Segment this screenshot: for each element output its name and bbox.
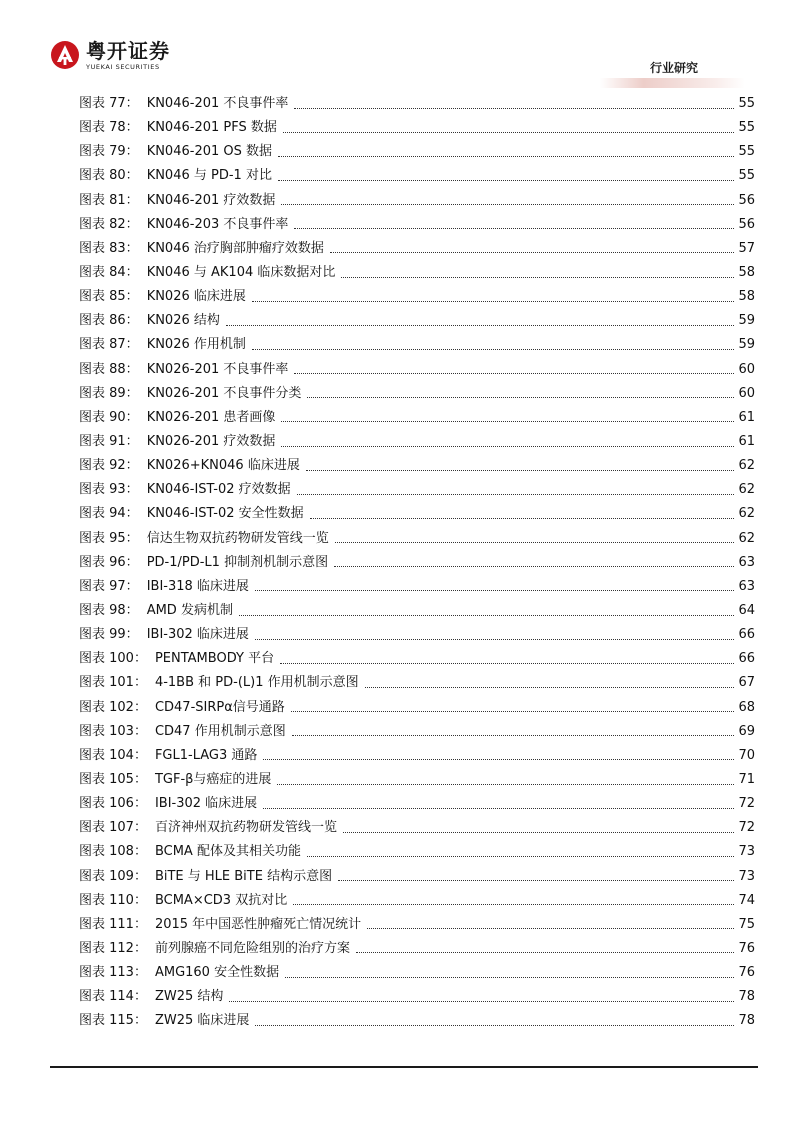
toc-entry-title: KN026 作用机制 <box>146 337 246 353</box>
figure-table-of-contents <box>79 92 755 1033</box>
toc-entry-leader <box>252 301 735 302</box>
toc-entry-page: 76 <box>738 965 755 981</box>
toc-entry-leader <box>239 615 735 616</box>
toc-entry-page: 55 <box>738 144 755 160</box>
toc-entry-page: 72 <box>738 796 755 812</box>
toc-entry-label: 图表 105： <box>79 772 147 787</box>
toc-entry-page: 78 <box>738 989 755 1005</box>
toc-entry-label: 图表 111： <box>79 916 147 932</box>
toc-entry-leader <box>341 277 734 278</box>
toc-entry-title: ZW25 临床进展 <box>154 1013 250 1029</box>
toc-entry-title: BCMA 配体及其相关功能 <box>154 844 301 860</box>
brand-mark-icon <box>50 40 80 70</box>
toc-entry-title: 信达生物双抗药物研发管线一览 <box>146 530 329 546</box>
toc-entry-leader <box>255 639 735 640</box>
toc-entry[interactable] <box>79 237 755 261</box>
toc-entry-label: 图表 79： <box>79 144 139 160</box>
toc-entry-leader <box>283 132 735 133</box>
toc-entry-page: 69 <box>738 723 755 739</box>
toc-entry-label: 图表 80： <box>79 168 139 184</box>
toc-entry-title: KN046-IST-02 疗效数据 <box>146 482 291 498</box>
toc-entry-page: 66 <box>738 627 755 643</box>
toc-entry-leader <box>285 977 734 978</box>
toc-entry-title: IBI-302 临床进展 <box>146 627 249 643</box>
toc-entry-label: 图表 109： <box>79 868 147 884</box>
toc-entry[interactable] <box>79 961 755 985</box>
toc-entry-page: 63 <box>738 554 755 570</box>
toc-entry-page: 60 <box>738 385 755 401</box>
toc-entry[interactable] <box>79 889 755 913</box>
toc-entry[interactable] <box>79 189 755 213</box>
toc-entry-leader <box>294 373 734 374</box>
toc-entry-label: 图表 104： <box>79 747 147 763</box>
toc-entry-leader <box>280 663 734 664</box>
toc-entry-title: CD47-SIRPα信号通路 <box>154 699 285 715</box>
toc-entry-label: 图表 115： <box>79 1013 147 1029</box>
toc-entry-page: 70 <box>738 747 755 763</box>
toc-entry-label: 图表 94： <box>79 506 139 522</box>
brand-logo <box>50 40 200 76</box>
toc-entry-title: KN026+KN046 临床进展 <box>146 458 300 474</box>
toc-entry-label: 图表 112： <box>79 940 147 956</box>
toc-entry-label: 图表 87： <box>79 337 139 353</box>
toc-entry-title: AMD 发病机制 <box>146 603 233 619</box>
toc-entry-title: KN046 治疗胸部肿瘤疗效数据 <box>146 240 324 256</box>
header-divider <box>600 78 745 88</box>
toc-entry-page: 59 <box>738 337 755 353</box>
toc-entry-label: 图表 78： <box>79 120 139 136</box>
toc-entry-leader <box>293 904 734 905</box>
toc-entry-label: 图表 102： <box>79 699 147 715</box>
toc-entry-page: 72 <box>738 820 755 836</box>
toc-entry-label: 图表 107： <box>79 820 147 836</box>
toc-entry-page: 63 <box>738 578 755 594</box>
toc-entry-page: 74 <box>738 892 755 908</box>
toc-entry-label: 图表 95： <box>79 530 139 546</box>
toc-entry[interactable] <box>79 840 755 864</box>
toc-entry[interactable] <box>79 599 755 623</box>
toc-entry[interactable] <box>79 92 755 116</box>
toc-entry-leader <box>229 1001 734 1002</box>
toc-entry-label: 图表 108： <box>79 844 147 860</box>
toc-entry-label: 图表 99： <box>79 627 139 643</box>
toc-entry[interactable] <box>79 647 755 671</box>
toc-entry-title: KN046-201 不良事件率 <box>146 96 289 112</box>
toc-entry-leader <box>334 566 734 567</box>
toc-entry-label: 图表 114： <box>79 989 147 1005</box>
toc-entry-title: TGF-β与癌症的进展 <box>154 772 272 787</box>
toc-entry[interactable] <box>79 575 755 599</box>
toc-entry-label: 图表 91： <box>79 434 139 450</box>
toc-entry[interactable] <box>79 430 755 454</box>
toc-entry-page: 55 <box>738 168 755 184</box>
toc-entry[interactable] <box>79 285 755 309</box>
toc-entry[interactable] <box>79 213 755 237</box>
toc-entry-page: 62 <box>738 506 755 522</box>
toc-entry-page: 64 <box>738 603 755 619</box>
toc-entry-label: 图表 86： <box>79 313 139 329</box>
toc-entry-label: 图表 110： <box>79 892 147 908</box>
toc-entry-page: 62 <box>738 530 755 546</box>
toc-entry[interactable] <box>79 164 755 188</box>
toc-entry-title: KN026 结构 <box>146 313 220 329</box>
toc-entry-title: FGL1-LAG3 通路 <box>154 747 258 763</box>
toc-entry-label: 图表 77： <box>79 96 139 112</box>
toc-entry-title: KN046-201 PFS 数据 <box>146 120 277 136</box>
toc-entry[interactable] <box>79 937 755 961</box>
toc-entry-title: PD-1/PD-L1 抑制剂机制示意图 <box>146 554 329 570</box>
toc-entry[interactable] <box>79 261 755 285</box>
toc-entry[interactable] <box>79 454 755 478</box>
toc-entry-label: 图表 97： <box>79 578 139 594</box>
toc-entry[interactable] <box>79 696 755 720</box>
toc-entry-page: 58 <box>738 289 755 305</box>
toc-entry-leader <box>343 832 734 833</box>
toc-entry-title: ZW25 结构 <box>154 989 224 1005</box>
toc-entry-leader <box>278 156 734 157</box>
toc-entry-page: 55 <box>738 96 755 112</box>
toc-entry[interactable] <box>79 1009 755 1033</box>
toc-entry[interactable] <box>79 720 755 744</box>
toc-entry-title: IBI-302 临床进展 <box>154 796 258 812</box>
toc-entry-title: CD47 作用机制示意图 <box>154 723 286 739</box>
toc-entry-title: BiTE 与 HLE BiTE 结构示意图 <box>154 868 333 884</box>
toc-entry-leader <box>330 252 735 253</box>
toc-entry-label: 图表 100： <box>79 651 147 667</box>
toc-entry-page: 68 <box>738 699 755 715</box>
toc-entry-page: 58 <box>738 265 755 281</box>
toc-entry-title: KN046 与 AK104 临床数据对比 <box>146 265 336 281</box>
brand-name-en: YUEKAI SECURITIES <box>86 63 160 71</box>
toc-entry-label: 图表 98： <box>79 603 139 619</box>
toc-entry-leader <box>292 735 735 736</box>
toc-entry[interactable] <box>79 913 755 937</box>
toc-entry[interactable] <box>79 382 755 406</box>
toc-entry-page: 61 <box>738 434 755 450</box>
toc-entry-leader <box>255 590 735 591</box>
toc-entry-title: AMG160 安全性数据 <box>154 965 280 981</box>
toc-entry-leader <box>255 1025 734 1026</box>
toc-entry-leader <box>335 542 735 543</box>
toc-entry-label: 图表 113： <box>79 965 147 981</box>
toc-entry[interactable] <box>79 623 755 647</box>
toc-entry-label: 图表 88： <box>79 361 139 377</box>
toc-entry[interactable] <box>79 478 755 502</box>
toc-entry-leader <box>226 325 735 326</box>
toc-entry[interactable] <box>79 140 755 164</box>
toc-entry-page: 67 <box>738 675 755 691</box>
toc-entry-leader <box>263 759 734 760</box>
toc-entry-title: PENTAMBODY 平台 <box>154 651 275 667</box>
toc-entry-title: KN046-203 不良事件率 <box>146 216 289 232</box>
toc-entry-label: 图表 90： <box>79 409 139 425</box>
toc-entry-title: KN046 与 PD-1 对比 <box>146 168 272 184</box>
toc-entry-page: 71 <box>738 772 755 787</box>
toc-entry-label: 图表 103： <box>79 723 147 739</box>
toc-entry-leader <box>310 518 735 519</box>
toc-entry-page: 73 <box>738 844 755 860</box>
toc-entry-leader <box>307 397 734 398</box>
toc-entry-leader <box>306 470 735 471</box>
toc-entry-title: KN026-201 患者画像 <box>146 409 276 425</box>
toc-entry-leader <box>277 784 734 785</box>
toc-entry-leader <box>291 711 735 712</box>
toc-entry-title: KN026 临床进展 <box>146 289 246 305</box>
toc-entry-page: 57 <box>738 240 755 256</box>
toc-entry[interactable] <box>79 502 755 526</box>
toc-entry[interactable] <box>79 671 755 695</box>
toc-entry-title: 百济神州双抗药物研发管线一览 <box>154 820 337 836</box>
toc-entry-title: KN046-201 OS 数据 <box>146 144 273 160</box>
toc-entry-label: 图表 81： <box>79 192 139 208</box>
toc-entry-page: 62 <box>738 458 755 474</box>
toc-entry-label: 图表 96： <box>79 554 139 570</box>
toc-entry-leader <box>297 494 735 495</box>
toc-entry[interactable] <box>79 744 755 768</box>
toc-entry-label: 图表 89： <box>79 385 139 401</box>
toc-entry-leader <box>367 928 734 929</box>
toc-entry[interactable] <box>79 551 755 575</box>
toc-entry-leader <box>281 421 734 422</box>
toc-entry[interactable] <box>79 527 755 551</box>
toc-entry-page: 76 <box>738 940 755 956</box>
toc-entry-leader <box>294 228 734 229</box>
toc-entry-label: 图表 85： <box>79 289 139 305</box>
toc-entry-leader <box>278 180 734 181</box>
toc-entry-title: KN046-IST-02 安全性数据 <box>146 506 304 522</box>
toc-entry[interactable] <box>79 768 755 792</box>
toc-entry-title: 前列腺癌不同危险组别的治疗方案 <box>154 940 350 956</box>
toc-entry-page: 59 <box>738 313 755 329</box>
toc-entry-page: 78 <box>738 1013 755 1029</box>
page-header <box>0 0 793 90</box>
toc-entry-title: 4-1BB 和 PD-(L)1 作用机制示意图 <box>154 675 359 691</box>
toc-entry-leader <box>294 108 734 109</box>
toc-entry[interactable] <box>79 816 755 840</box>
toc-entry-title: KN026-201 疗效数据 <box>146 434 276 450</box>
toc-entry-page: 60 <box>738 361 755 377</box>
toc-entry-title: KN026-201 不良事件率 <box>146 361 289 377</box>
toc-entry-title: IBI-318 临床进展 <box>146 578 249 594</box>
toc-entry-page: 56 <box>738 216 755 232</box>
toc-entry-leader <box>263 808 734 809</box>
toc-entry[interactable] <box>79 358 755 382</box>
toc-entry-label: 图表 93： <box>79 482 139 498</box>
brand-name-cn: 粤开证券 <box>86 39 170 63</box>
toc-entry-title: BCMA×CD3 双抗对比 <box>154 892 288 908</box>
toc-entry-leader <box>365 687 735 688</box>
toc-entry-page: 73 <box>738 868 755 884</box>
toc-entry[interactable] <box>79 985 755 1009</box>
toc-entry-leader <box>252 349 735 350</box>
toc-entry-label: 图表 83： <box>79 240 139 256</box>
toc-entry[interactable] <box>79 116 755 140</box>
toc-entry-label: 图表 82： <box>79 216 139 232</box>
toc-entry-leader <box>281 446 734 447</box>
footer-divider <box>50 1066 758 1068</box>
toc-entry-page: 55 <box>738 120 755 136</box>
toc-entry[interactable] <box>79 792 755 816</box>
toc-entry-leader <box>307 856 734 857</box>
toc-entry-page: 62 <box>738 482 755 498</box>
toc-entry-label: 图表 106： <box>79 796 147 812</box>
toc-entry[interactable] <box>79 406 755 430</box>
toc-entry-label: 图表 101： <box>79 675 147 691</box>
toc-entry-page: 56 <box>738 192 755 208</box>
toc-entry-leader <box>281 204 734 205</box>
toc-entry-title: KN046-201 疗效数据 <box>146 192 276 208</box>
toc-entry[interactable] <box>79 865 755 889</box>
toc-entry-page: 66 <box>738 651 755 667</box>
toc-entry-label: 图表 84： <box>79 265 139 281</box>
toc-entry-label: 图表 92： <box>79 458 139 474</box>
toc-entry-leader <box>338 880 734 881</box>
toc-entry-page: 75 <box>738 916 755 932</box>
toc-entry-title: 2015 年中国恶性肿瘤死亡情况统计 <box>154 916 362 932</box>
toc-entry[interactable] <box>79 333 755 357</box>
toc-entry-title: KN026-201 不良事件分类 <box>146 385 302 401</box>
toc-entry-leader <box>356 952 734 953</box>
toc-entry-page: 61 <box>738 409 755 425</box>
toc-entry[interactable] <box>79 309 755 333</box>
section-label: 行业研究 <box>650 61 699 75</box>
